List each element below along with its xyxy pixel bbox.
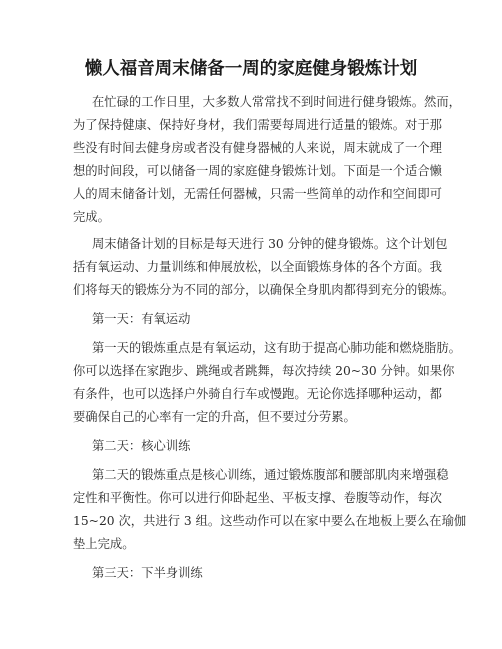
paragraph-2-line-1: 周末储备计划的目标是每天进行 30 分钟的健身锻炼。这个计划包 (92, 237, 448, 251)
paragraph-4-line-4: 垫上完成。 (73, 537, 135, 551)
paragraph-1-line-4: 想的时间段，可以储备一周的家庭健身锻炼计划。下面是一个适合懒 (73, 164, 442, 178)
paragraph-1-line-5: 人的周末储备计划，无需任何器械，只需一些简单的动作和空间即可 (73, 187, 442, 201)
paragraph-1-line-6: 完成。 (73, 210, 110, 224)
document-title: 懒人福音周末储备一周的家庭健身锻炼计划 (84, 59, 418, 79)
section-heading-day-1: 第一天：有氧运动 (92, 312, 191, 326)
paragraph-3-line-2: 你可以选择在家跑步、跳绳或者跳舞，每次持续 20~30 分钟。如果你 (73, 364, 455, 378)
section-heading-day-2: 第二天：核心训练 (92, 439, 191, 453)
paragraph-4-line-3: 15~20 次，共进行 3 组。这些动作可以在家中要么在地板上要么在瑜伽 (73, 514, 467, 528)
paragraph-3-line-3: 有条件，也可以选择户外骑自行车或慢跑。无论你选择哪种运动，都 (73, 387, 442, 401)
paragraph-1-line-2: 为了保持健康、保持好身材，我们需要每周进行适量的锻炼。对于那 (73, 118, 442, 132)
paragraph-1-line-3: 些没有时间去健身房或者没有健身器械的人来说，周末就成了一个理 (73, 141, 442, 155)
paragraph-2-line-3: 们将每天的锻炼分为不同的部分，以确保全身肌肉都得到充分的锻炼。 (73, 283, 455, 297)
paragraph-3-line-4: 要确保自己的心率有一定的升高，但不要过分劳累。 (73, 410, 356, 424)
paragraph-1-line-1: 在忙碌的工作日里，大多数人常常找不到时间进行健身锻炼。然而， (92, 95, 461, 109)
paragraph-4-line-1: 第二天的锻炼重点是核心训练，通过锻炼腹部和腰部肌肉来增强稳 (92, 468, 449, 482)
paragraph-3-line-1: 第一天的锻炼重点是有氧运动，这有助于提高心肺功能和燃烧脂肪。 (92, 341, 461, 355)
section-heading-day-3: 第三天：下半身训练 (92, 566, 203, 580)
paragraph-2-line-2: 括有氧运动、力量训练和伸展放松，以全面锻炼身体的各个方面。我 (73, 260, 442, 274)
paragraph-4-line-2: 定性和平衡性。你可以进行仰卧起坐、平板支撑、卷腹等动作，每次 (73, 491, 442, 505)
